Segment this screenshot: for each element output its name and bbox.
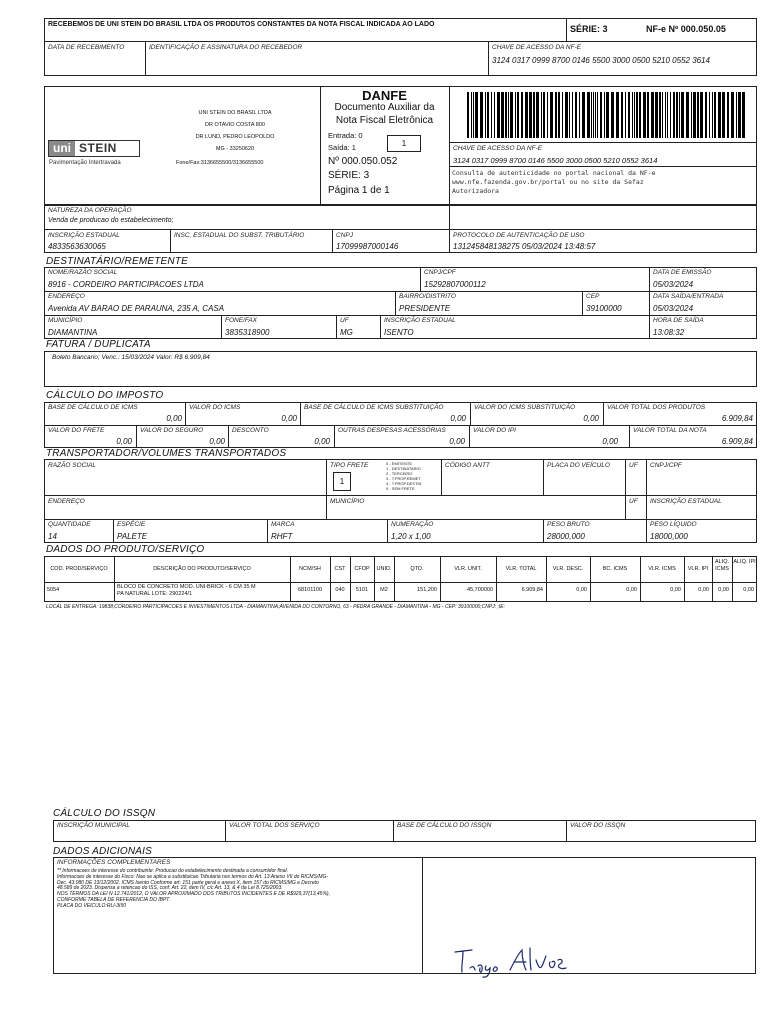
address-value: Avenida AV BARAO DE PARAUNA, 235 A, CASA	[48, 304, 225, 313]
column-header-aliq-ipi: ALIQ. IPI	[733, 559, 756, 565]
cell-total: 6.909,84	[521, 587, 543, 593]
table-column-divider	[440, 556, 441, 602]
info-line-1: Informacoes de interesse do Fisco: Nao se aplica a substituicao Tributaria nos termos do Art. 13 Anexo VII do RICMS/MG-	[57, 873, 329, 880]
cnpj-label: CNPJ	[336, 232, 353, 239]
table-column-divider	[394, 556, 395, 602]
consult-line2: www.nfe.fazenda.gov.br/portal ou no site da Sefaz	[452, 178, 644, 186]
complementary-info	[57, 869, 421, 910]
exit-time-value: 13:08:32	[653, 328, 685, 337]
issqn-section-title: CÁLCULO DO ISSQN	[53, 808, 156, 819]
antt-label: CÓDIGO ANTT	[445, 462, 490, 469]
info-line-6: PLACA DO VEICULO:RLI-3I50	[57, 902, 127, 909]
column-header-unit: UNID.	[376, 566, 392, 572]
species-value: PALETE	[117, 532, 148, 541]
cell-disc: 0,00	[576, 587, 587, 593]
issuer-phone: Fone/Fax:3136655500/3136655500	[176, 160, 264, 166]
table-column-divider	[546, 556, 547, 602]
emission-label: DATA DE EMISSÃO	[653, 269, 712, 276]
tax-ipi-value: 0,00	[602, 437, 618, 446]
receipt-key-label: CHAVE DE ACESSO DA NF-E	[492, 44, 582, 51]
column-header-unit-price: VLR. UNIT.	[454, 566, 482, 572]
column-header-aliq-icms: ALIQ. ICMS	[714, 559, 730, 572]
issqn-base-label: BASE DE CÁLCULO DO ISSQN	[397, 822, 492, 829]
delivery-location: LOCAL DE ENTREGA: 19838;CORDEIRO PARTICIPACOES E INVESTIMENTOS LTDA - DIAMANTINA;AVENIDA DO CONTORNO, 63 - PEDRA GRANDE - DIAMANTINA - MG - CEP: 39100000;CNPJ: ;IE:	[46, 604, 505, 610]
danfe-line1: Documento Auxiliar da	[334, 102, 435, 113]
tax-insurance-label: VALOR DO SEGURO	[140, 427, 204, 434]
recipient-ie-value: ISENTO	[384, 328, 414, 337]
receipt-text: RECEBEMOS DE UNI STEIN DO BRASIL LTDA OS PRODUTOS CONSTANTES DA NOTA FISCAL INDICADA AO LADO	[48, 21, 435, 28]
ie-value: 4833563630065	[48, 242, 106, 251]
cell-icms: 0,00	[670, 587, 681, 593]
danfe-title: DANFE	[362, 88, 407, 103]
access-key-barcode	[467, 92, 747, 138]
danfe-serie: SÉRIE: 3	[328, 170, 370, 181]
operation-value: Venda de producao do estabelecimento;	[48, 217, 174, 224]
danfe-saida: Saída: 1	[328, 143, 356, 152]
freight-option-0: 0 - EMITENTE	[386, 461, 413, 466]
info-line-2: Dec. 43.080 DE 13/12/2002. ICMS Isento Conforme art. 151 parte geral e anexo X, item 157 do RICMS/MG e Decreto	[57, 879, 319, 886]
danfe-number: Nº 000.050.052	[328, 156, 398, 167]
danfe-entrada: Entrada: 0	[328, 131, 363, 140]
table-column-divider	[330, 556, 331, 602]
tax-total-products-value: 6.909,84	[721, 414, 753, 423]
freight-option-1: 1 - DESTINATARIO	[386, 466, 421, 471]
column-header-bc-icms: BC. ICMS	[602, 566, 628, 572]
tax-icms-label: VALOR DO ICMS	[189, 404, 241, 411]
issuer-name: UNI STEIN DO BRASIL LTDA	[198, 110, 272, 116]
uf-label: UF	[340, 317, 349, 324]
cep-value: 39100000	[586, 304, 622, 313]
cell-unit: M2	[380, 587, 388, 593]
numbering-value: 1,20 x 1,00	[391, 532, 431, 541]
district-value: PRESIDENTE	[399, 304, 451, 313]
tax-total-products-label: VALOR TOTAL DOS PRODUTOS	[607, 404, 706, 411]
protocol-value: 131245848138275 05/03/2024 13:48:57	[453, 242, 596, 251]
species-label: ESPÉCIE	[117, 521, 146, 528]
cell-ipi: 0,00	[698, 587, 709, 593]
cep-label: CEP	[586, 293, 600, 300]
issuer-district: DR LUND, PEDRO LEOPOLDO	[195, 134, 275, 140]
invoice-section-title: FATURA / DUPLICATA	[46, 339, 151, 350]
cell-bc-icms: 0,00	[626, 587, 637, 593]
tax-other-label: OUTRAS DESPESAS ACESSÓRIAS	[338, 427, 446, 434]
consult-line3: Autorizadora	[452, 187, 499, 195]
uf-value: MG	[340, 328, 353, 337]
table-column-divider	[290, 556, 291, 602]
freight-type-box: 1	[333, 472, 351, 491]
recipient-cnpj-label: CNPJ/CPF	[424, 269, 456, 276]
logo-stein: STEIN	[79, 141, 117, 155]
column-header-cst: CST	[334, 566, 346, 572]
access-key-label: CHAVE DE ACESSO DA NF-E	[453, 145, 543, 152]
cell-description-line-2: PA NATURAL LOTE: 290224/1	[117, 591, 193, 597]
ie-label: INSCRIÇÃO ESTADUAL	[48, 232, 120, 239]
net-weight-value: 18000,000	[650, 532, 688, 541]
carrier-ie-label: INSCRIÇÃO ESTADUAL	[650, 498, 722, 505]
handwritten-signature	[450, 940, 580, 980]
access-key-value: 3124 0317 0999 8700 0146 5500 3000 0500 5210 0552 3614	[453, 156, 658, 165]
info-line-4: NOS TERMOS DA LEI N 12.741/2012, O VALOR APROXIMADO DOS TRIBUTOS INCIDENTES E DE R$929,37(13,45%),	[57, 891, 330, 898]
cell-cfop: 5101	[355, 587, 369, 593]
issuer-state-zip: MG - 33250620	[215, 146, 255, 152]
tax-bc-icms-label: BASE DE CÁLCULO DE ICMS	[48, 404, 138, 411]
plate-label: PLACA DO VEÍCULO	[547, 462, 610, 469]
column-header-ipi: VLR. IPI	[687, 566, 709, 572]
freight-type-label: TIPO FRETE	[330, 462, 369, 469]
recipient-cnpj: 15292807000112	[424, 280, 486, 289]
receipt-serie: SÉRIE: 3	[570, 24, 608, 34]
cell-ncm: 68101100	[297, 587, 323, 593]
cnpj-value: 17099987000146	[336, 242, 399, 251]
numbering-label: NUMERAÇÃO	[391, 521, 434, 528]
carrier-uf-label: UF	[629, 462, 638, 469]
carrier-cnpj-label: CNPJ/CPF	[650, 462, 682, 469]
logo-uni: uni	[49, 141, 75, 156]
city-label: MUNICÍPIO	[48, 317, 83, 324]
carrier-name-label: RAZÃO SOCIAL	[48, 462, 97, 469]
cell-aliq-icms: 0,00	[718, 587, 729, 593]
cell-unit-price: 45,700000	[467, 587, 493, 593]
district-label: BAIRRO/DISTRITO	[399, 293, 456, 300]
cell-aliq-ipi: 0,00	[743, 587, 754, 593]
gross-weight-label: PESO BRUTO	[547, 521, 590, 528]
danfe-page: Página 1 de 1	[328, 185, 390, 196]
table-column-divider	[640, 556, 641, 602]
city-value: DIAMANTINA	[48, 328, 98, 337]
phone-value: 3835318900	[225, 328, 270, 337]
table-column-divider	[590, 556, 591, 602]
cell-qty: 151,200	[417, 587, 437, 593]
tax-total-note-value: 6.909,84	[721, 437, 753, 446]
gross-weight-value: 28000,000	[547, 532, 585, 541]
issqn-municipal-label: INSCRIÇÃO MUNICIPAL	[57, 822, 130, 829]
transport-section-title: TRANSPORTADOR/VOLUMES TRANSPORTADOS	[46, 448, 287, 459]
table-column-divider	[684, 556, 685, 602]
invoice-text: Boleto Bancario; Venc.: 15/03/2024 Valor: R$ 6.909,84	[52, 354, 210, 361]
tax-freight-label: VALOR DO FRETE	[48, 427, 105, 434]
recipient-name: 8916 - CORDEIRO PARTICIPACOES LTDA	[48, 280, 204, 289]
tax-total-note-label: VALOR TOTAL DA NOTA	[633, 427, 707, 434]
issuer-street: DR OTAVIO COSTA 800	[205, 122, 265, 128]
consult-line1: Consulta de autenticidade no portal nacional da NF-e	[452, 169, 656, 177]
danfe-line2: Nota Fiscal Eletrônica	[335, 115, 434, 126]
exit-date-label: DATA SAÍDA/ENTRADA	[653, 293, 724, 300]
column-header-code: COD. PROD/SERVIÇO	[50, 566, 108, 572]
carrier-city-label: MUNICÍPIO	[330, 498, 365, 505]
table-column-divider	[374, 556, 375, 602]
column-header-icms: VLR. ICMS	[648, 566, 676, 572]
receipt-sign-label: IDENTIFICAÇÃO E ASSINATURA DO RECEBEDOR	[149, 44, 303, 51]
info-line-5: CONFORME TABELA DE REFERENCIA DO IBPT.	[57, 896, 171, 903]
column-header-desc: DESCRIÇÃO DO PRODUTO/SERVIÇO	[153, 566, 251, 572]
table-column-divider	[114, 556, 115, 602]
operation-label: NATUREZA DA OPERAÇÃO	[48, 207, 132, 214]
company-tagline: Pavimentação Intertravada	[49, 160, 121, 166]
freight-option-5: 9 - SEM FRETE	[386, 486, 415, 491]
phone-label: FONE/FAX	[225, 317, 258, 324]
exit-time-label: HORA DE SAÍDA	[653, 317, 704, 324]
exit-date-value: 05/03/2024	[653, 304, 694, 313]
brand-label: MARCA	[271, 521, 295, 528]
recipient-name-label: NOME/RAZÃO SOCIAL	[48, 269, 118, 276]
recipient-ie-label: INSCRIÇÃO ESTADUAL	[384, 317, 456, 324]
table-column-divider	[496, 556, 497, 602]
address-label: ENDEREÇO	[48, 293, 85, 300]
tax-freight-value: 0,00	[116, 437, 132, 446]
freight-option-3: 3 - T.PROP.REMET	[386, 476, 421, 481]
table-column-divider	[350, 556, 351, 602]
tax-discount-label: DESCONTO	[232, 427, 269, 434]
info-line-3: 48.589 de 2023. Dispensa a retencao do ISS, conf. Art. 22, item IV, c/c Art. 13, & 4 da Lei 8.725/2003.	[57, 885, 283, 892]
danfe-type-box: 1	[387, 135, 421, 152]
tax-discount-value: 0,00	[314, 437, 330, 446]
brand-value: RHFT	[271, 532, 293, 541]
company-logo	[48, 140, 140, 157]
info-line-0: ** Informacoes de interesse do contribuinte: Producao do estabelecimento destinada a consumidor final.	[57, 868, 288, 874]
receipt-date-label: DATA DE RECEBIMENTO	[48, 44, 125, 51]
protocol-label: PROTOCOLO DE AUTENTICAÇÃO DE USO	[453, 232, 585, 239]
tax-section-title: CÁLCULO DO IMPOSTO	[46, 390, 164, 401]
receipt-nfe-number: NF-e Nº 000.050.05	[646, 24, 726, 34]
additional-section-title: DADOS ADICIONAIS	[53, 846, 152, 857]
freight-option-4: 4 - T.PROP.DESTIN	[386, 481, 422, 486]
net-weight-label: PESO LÍQUIDO	[650, 521, 697, 528]
cell-cst: 040	[335, 587, 345, 593]
tax-other-value: 0,00	[449, 437, 465, 446]
tax-bc-st-value: 0,00	[450, 414, 466, 423]
issqn-value-label: VALOR DO ISSQN	[570, 822, 626, 829]
issqn-services-label: VALOR TOTAL DOS SERVIÇO	[229, 822, 320, 829]
emission-date: 05/03/2024	[653, 280, 694, 289]
column-header-total: VLR. TOTAL	[505, 566, 537, 572]
tax-icms-st-label: VALOR DO ICMS SUBSTITUIÇÃO	[474, 404, 576, 411]
cell-code: 5054	[47, 587, 60, 593]
carrier-uf2-label: UF	[629, 498, 638, 505]
column-header-cfop: CFOP	[354, 566, 370, 572]
ie-st-label: INSC. ESTADUAL DO SUBST. TRIBUTÁRIO	[174, 232, 305, 239]
column-header-ncm: NCM/SH	[299, 566, 321, 572]
column-header-disc: VLR. DESC.	[552, 566, 584, 572]
tax-bc-icms-value: 0,00	[166, 414, 182, 423]
quantity-value: 14	[48, 532, 57, 541]
tax-ipi-label: VALOR DO IPI	[473, 427, 516, 434]
products-section-title: DADOS DO PRODUTO/SERVIÇO	[46, 544, 205, 555]
quantity-label: QUANTIDADE	[48, 521, 91, 528]
complementary-info-label: INFORMAÇÕES COMPLEMENTARES	[57, 859, 171, 866]
carrier-address-label: ENDEREÇO	[48, 498, 85, 505]
tax-icms-value: 0,00	[281, 414, 297, 423]
tax-icms-st-value: 0,00	[583, 414, 599, 423]
freight-option-2: 2 - TERCEIRO	[386, 471, 413, 476]
cell-description-line-1: BLOCO DE CONCRETO MOD. UNI-BRICK - 6 CM 35 M	[117, 584, 256, 590]
tax-insurance-value: 0,00	[209, 437, 225, 446]
freight-options	[386, 461, 442, 491]
column-header-qty: QTD.	[410, 566, 424, 572]
recipient-section-title: DESTINATÁRIO/REMETENTE	[46, 256, 189, 267]
receipt-key-value: 3124 0317 0999 8700 0146 5500 3000 0500 5210 0552 3614	[492, 56, 710, 65]
tax-bc-st-label: BASE DE CÁLCULO DE ICMS SUBSTITUIÇÃO	[304, 404, 444, 411]
